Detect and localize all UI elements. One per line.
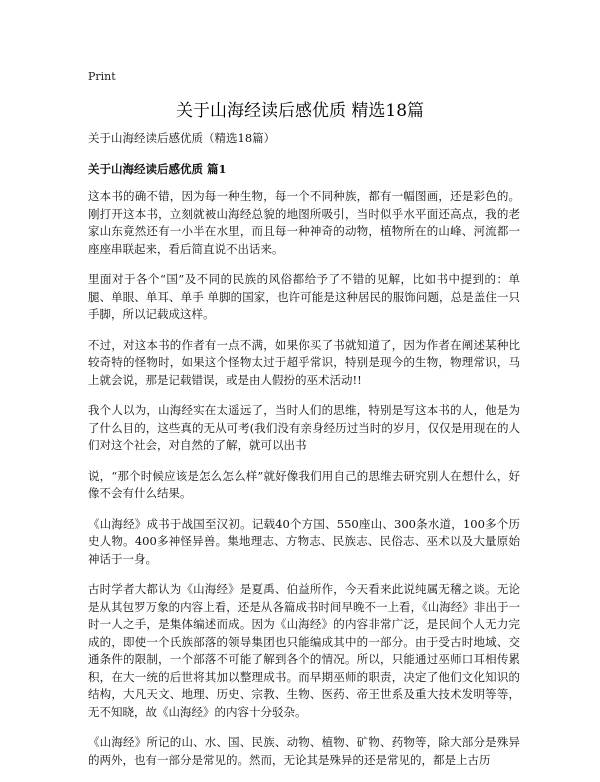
section-heading: 关于山海经读后感优质 篇1: [88, 161, 227, 176]
paragraph: 里面对于各个“国”及不同的民族的风俗都给予了不错的见解，比如书中提到的：单腿、单眼、单耳、单手 单脚的国家，也许可能是这种居民的服饰问题，总是盖住一只手脚，所以记载成这样。: [88, 272, 520, 321]
paragraph: 我个人以为，山海经实在太遥远了，当时人们的思维，特别是写这本书的人，他是为了什么目的，这些真的无从可考(我们没有亲身经历过当时的岁月，仅仅是用现在的人们对这个社会，对自然的了解，就可以出书: [88, 403, 520, 452]
paragraph: 说，“那个时候应该是怎么怎么样”就好像我们用自己的思维去研究别人在想什么，好像不会有什么结果。: [88, 468, 520, 500]
paragraph: 古时学者大都认为《山海经》是夏禹、伯益所作，今天看来此说纯属无稽之谈。无论是从其包罗万象的内容上看，还是从各篇成书时间早晚不一上看，《山海经》非出于一时一人之手，是集体编述而成。因为《山海经》的内容非常广泛，是民间个人无力完成的，即使一个氏族部落的领导集团也只能编成其中的一部分。由于受古时地域、交通条件的限制，一个部落不可能了解到各个的情况。所以，只能通过巫师口耳相传累积，在大一统的后世将其加以整理成书。而早期巫师的职责，决定了他们文化知识的结构，大凡天文、地理、历史、宗教、生物、医药、帝王世系及重大技术发明等等，无不知晓，故《山海经》的内容十分驳杂。: [88, 582, 520, 719]
paragraph: 《山海经》所记的山、水、国、民族、动物、植物、矿物、药物等，除大部分是殊异的两外，也有一部分是常见的。然而，无论其是殊异的还是常见的，都是上古历: [88, 735, 520, 767]
print-link[interactable]: Print: [88, 70, 116, 83]
paragraph: 这本书的确不错，因为每一种生物，每一个不同种族，都有一幅图画，还是彩色的。刚打开这本书，立刻就被山海经总貌的地图所吸引，当时似乎水平面还高点，我的老家山东竟然还有一小半在水里，而且每一种神奇的动物，植物所在的山峰、河流都一座座串联起来，看后简直说不出话来。: [88, 189, 520, 256]
paragraph: 不过，对这本书的作者有一点不满，如果你买了书就知道了，因为作者在阐述某种比较奇特的怪物时，如果这个怪物太过于超乎常识，特别是现今的生物，物理常识，马上就会说，那是记载错误，或是由人假扮的巫术活动!!: [88, 337, 520, 387]
paragraph: 《山海经》成书于战国至汉初。记载40个方国、550座山、300条水道，100多个历史人物。400多神怪异兽。集地理志、方物志、民族志、民俗志、巫术以及大量原始神话于一身。: [88, 516, 520, 566]
document-title: 关于山海经读后感优质 精选18篇: [175, 101, 425, 121]
article-body: [88, 130, 520, 782]
document-subtitle: 关于山海经读后感优质（精选18篇）: [88, 131, 276, 145]
